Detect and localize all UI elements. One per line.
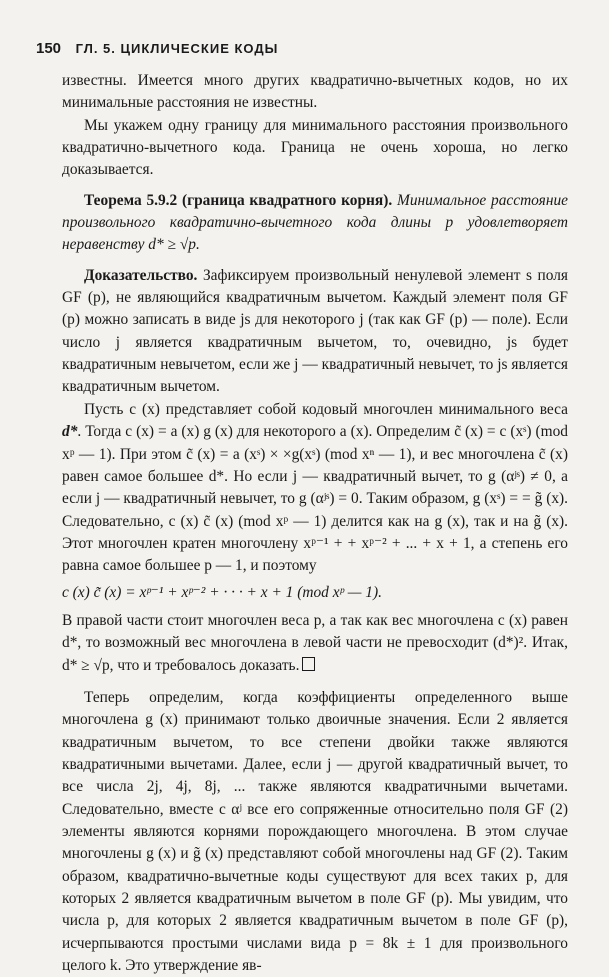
paragraph-binary-coefficients: Теперь определим, когда коэффициенты определенного выше многочлена g (x) принимают только двоичные значения. Если 2 является квадратичным вычетом, то все степени двойки также являются квадратичными вычетами. Далее, если j — другой квадратичный вычет, то все числа 2j, 4j, 8j, ... также являются квадратичными вычетами. Следовательно, вместе с αʲ все его сопряженные относительно поля GF (2) элементы являются корнями порождающего многочлена. В этом случае многочлены g (x) и g̃ (x) представляют собой многочлены над GF (2). Таким образом, квадратично-вычетные коды существуют для всех таких p, для которых 2 является квадратичным вычетом в поле GF (p). Мы увидим, что числа p, для которых 2 является квадратичным вычетом в поле GF (p), исчерпываются простыми числами вида p = 8k ± 1 для произвольного целого k. Это утверждение яв-	[62, 688, 568, 975]
paragraph-bound-intro: Мы укажем одну границу для минимального расстояния произвольного квадратично-вычетного кода. Граница не очень хороша, но легко доказывается.	[62, 116, 568, 179]
running-header	[36, 40, 278, 57]
paragraph-proof-body	[62, 399, 568, 578]
conclusion-text: В правой части стоит многочлен веса p, а так как вес многочлена c (x) равен d*, то возможный вес многочлена в левой части не превосходит (d*)². Итак, d* ≥ √p, что и требовалось доказать.	[62, 611, 568, 674]
proof-body-rest: . Тогда c (x) = a (x) g (x) для некоторого a (x). Определим c̃ (x) = c (xˢ) (mod xᵖ — 1). При этом c̃ (x) = a (xˢ) × ×g(xˢ) (mod xⁿ — 1), и вес многочлена c̃ (x) равен самое большее d*. Но если j — квадратичный вычет, то g (αʲˢ) ≠ 0, а если j — квадратичный невычет, то g (αʲˢ) = 0. Таким образом, g (xˢ) = = g̃ (x). Следовательно, c (x) c̃ (x) (mod xᵖ — 1) делится как на g (x), так и на g̃ (x). Этот многочлен кратен многочлену xᵖ⁻¹ + + xᵖ⁻² + ... + x + 1, а степень его равна самое большее p — 1, и поэтому	[62, 423, 568, 575]
min-weight-symbol: d*	[62, 423, 78, 441]
proof	[62, 265, 568, 399]
proof-label: Доказательство.	[84, 266, 198, 284]
display-formula: c (x) c̃ (x) = xᵖ⁻¹ + xᵖ⁻² + · · · + x + 1 (mod xᵖ — 1).	[62, 583, 382, 601]
theorem-label: Теорема 5.9.2 (граница квадратного корня).	[84, 191, 393, 209]
running-title: ГЛ. 5. ЦИКЛИЧЕСКИЕ КОДЫ	[75, 41, 279, 56]
theorem	[62, 190, 568, 257]
qed-square-icon	[302, 657, 315, 671]
proof-text: Зафиксируем произвольный ненулевой элемент s поля GF (p), не являющийся квадратичным вычетом. Каждый элемент поля GF (p) можно записать в виде js для некоторого j (так как GF (p) — поле). Если число j является квадратичным вычетом, то, очевидно, js будет квадратичным невычетом, если же j — квадратичный невычет, то js является квадратичным вычетом.	[62, 266, 568, 396]
paragraph-conclusion	[62, 610, 568, 677]
paragraph-continuation: известны. Имеется много других квадратично-вычетных кодов, но их минимальные расстояния не известны.	[62, 72, 568, 112]
text-body	[62, 70, 568, 977]
proof-body-start: Пусть c (x) представляет собой кодовый многочлен минимального веса	[84, 400, 568, 418]
page-number: 150	[36, 40, 62, 57]
theorem-statement: Минимальное расстояние произвольного квадратично-вычетного кода длины p удовлетворяет неравенству d* ≥ √p.	[62, 191, 568, 254]
